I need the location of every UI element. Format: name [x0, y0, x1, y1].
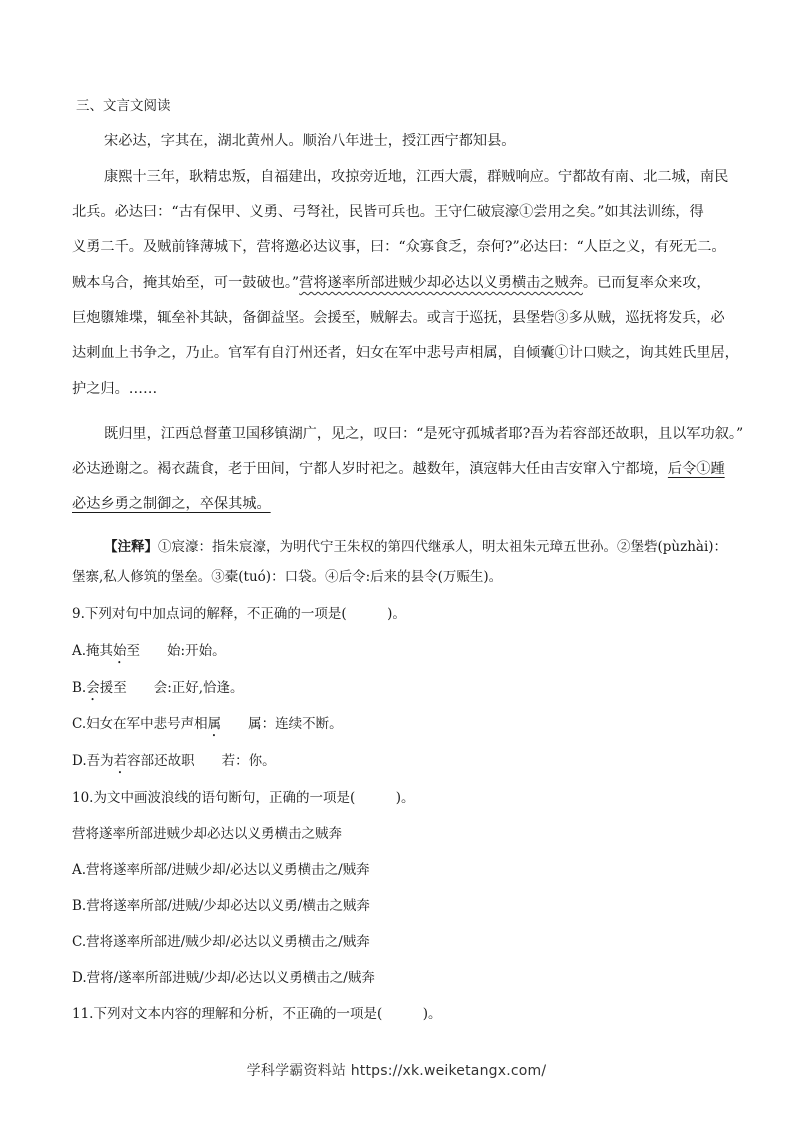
- question-9-option-d: [72, 751, 276, 777]
- passage-line: 北兵。必达曰：“古有保甲、义勇、弓弩社，民皆可兵也。王守仁破宸濠①尝用之矣。”如其法训练，得: [72, 204, 704, 220]
- dotted-word: 属: [207, 716, 222, 732]
- question-10-stem: 10.为文中画波浪线的语句断句，正确的一项是( )。: [72, 790, 415, 806]
- passage-line: 达刺血上书争之，乃止。官军有自汀州还者，妇女在军中悲号声相属，自倾囊①计口赎之，询其姓氏里居，: [72, 345, 739, 361]
- question-10-sentence: 营将遂率所部进贼少却必达以义勇横击之贼奔: [72, 826, 342, 842]
- underlined-sentence: 后令①踵: [667, 461, 725, 477]
- note-line: [104, 537, 727, 557]
- question-10-option-b: B.营将遂率所部/进贼/少却必达以义勇/横击之贼奔: [72, 898, 370, 914]
- question-9-option-a: [72, 641, 226, 667]
- passage-line-with-wavy: [72, 273, 711, 293]
- passage-text: 。已而复率众来攻，: [582, 275, 711, 291]
- passage-line: 巨炮隳雉堞，辄垒补其缺，备御益坚。会援至，贼解去。或言于巡抚，县堡砦③多从贼，巡抚将发兵，必: [72, 310, 725, 326]
- dotted-word: 若: [113, 753, 128, 769]
- question-10-option-a: A.营将遂率所部/进贼少却/必达以义勇横击之/贼奔: [72, 862, 370, 878]
- option-text: 至 始:开始。: [126, 643, 226, 659]
- passage-line: 护之归。……: [72, 381, 158, 397]
- dotted-word: 会: [86, 680, 100, 696]
- passage-line: 既归里，江西总督董卫国移镇湖广，见之，叹曰：“是死守孤城者耶?吾为若容部还故职，且以军功叙。”: [104, 426, 744, 442]
- note-label: 【注释】: [104, 539, 158, 555]
- note-text: ①宸濠：指朱宸濠，为明代宁王朱权的第四代继承人，明太祖朱元璋五世孙。②堡砦(pùzhài)：: [158, 539, 728, 555]
- section-title: 三、文言文阅读: [76, 98, 171, 114]
- option-text: D.吾为: [72, 753, 114, 769]
- option-text: A.掩其: [72, 643, 114, 659]
- footer-watermark: 学科学霸资料站 https://xk.weiketangx.com/: [246, 1063, 547, 1079]
- question-11-stem: 11.下列对文本内容的理解和分析，不正确的一项是( )。: [72, 1006, 442, 1022]
- passage-text: 贼本乌合，掩其始至，可一鼓破也。”: [72, 275, 300, 291]
- option-text: 援至 会:正好,恰逢。: [99, 680, 244, 696]
- option-text: 属：连续不断。: [221, 716, 343, 732]
- dotted-word: 始: [113, 643, 127, 659]
- underlined-sentence: 必达乡勇之制御之，卒保其城。: [72, 496, 271, 512]
- question-10-option-d: D.营将/遂率所部进贼/少却/必达以义勇横击之/贼奔: [72, 970, 375, 986]
- question-10-option-c: C.营将遂率所部进/贼少却/必达以义勇横击之/贼奔: [72, 934, 370, 950]
- passage-line: 义勇二千。及贼前锋薄城下，营将邀必达议事，曰：“众寡食乏，奈何?”必达曰：“人臣之义，有死无二。: [72, 239, 726, 255]
- passage-line-with-underline: [72, 459, 725, 479]
- passage-line: 康熙十三年，耿精忠叛，自福建出，攻掠旁近地，江西大震，群贼响应。宁都故有南、北二城，南民: [104, 169, 729, 185]
- note-line: 堡寨,私人修筑的堡垒。③橐(tuó)：口袋。④后令:后来的县令(万赈生)。: [72, 569, 503, 585]
- question-9-option-c: [72, 714, 343, 740]
- wavy-underlined-sentence: 营将遂率所部进贼少却必达以义勇横击之贼奔: [299, 275, 583, 291]
- passage-text: 必达逊谢之。褐衣蔬食，老于田间，宁都人岁时祀之。越数年，滇寇韩大任由吉安窜入宁都境，: [72, 461, 668, 477]
- option-text: 容部还故职 若：你。: [127, 753, 276, 769]
- question-9-option-b: [72, 678, 244, 704]
- option-text: C.妇女在军中悲号声相: [72, 716, 208, 732]
- question-9-stem: 9.下列对句中加点词的解释，不正确的一项是( )。: [72, 606, 406, 622]
- passage-paragraph-1: 宋必达，字其在，湖北黄州人。顺治八年进士，授江西宁都知县。: [104, 133, 516, 149]
- option-text: B.: [72, 680, 87, 696]
